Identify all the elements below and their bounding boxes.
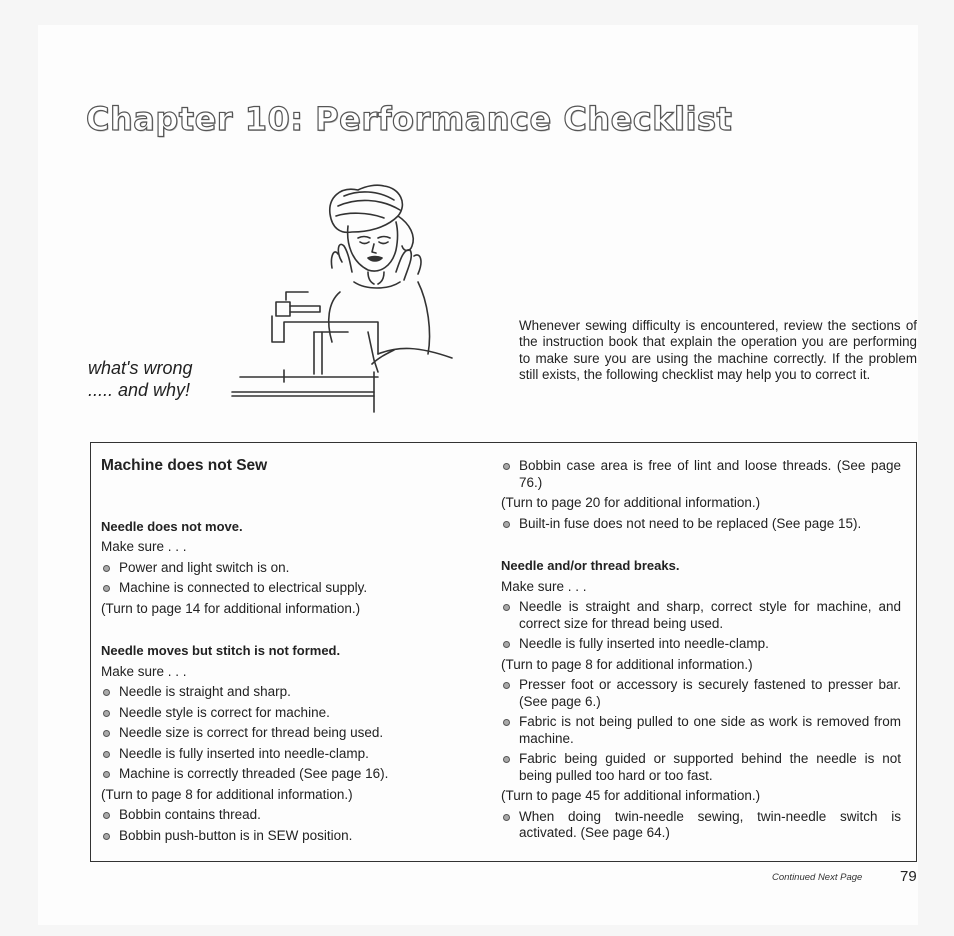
- list-item: Fabric being guided or supported behind the needle is not being pulled too hard or too fast.: [501, 751, 901, 784]
- list-item: Needle is straight and sharp, correct style for machine, and correct size for thread being used.: [501, 599, 901, 632]
- list-item: Bobbin contains thread.: [101, 807, 481, 824]
- list-item: Power and light switch is on.: [101, 560, 481, 577]
- list-item: Needle is fully inserted into needle-clamp.: [101, 746, 481, 763]
- bullet-icon: [503, 814, 510, 821]
- bullet-icon: [103, 730, 110, 737]
- list-item: Needle is fully inserted into needle-clamp.: [501, 636, 901, 653]
- subsection-title: Needle moves but stitch is not formed.: [101, 643, 341, 658]
- bullet-icon: [503, 719, 510, 726]
- subsection-title: Needle and/or thread breaks.: [501, 558, 680, 573]
- illustration-caption: [88, 357, 192, 401]
- reference-note: (Turn to page 20 for additional information.): [501, 495, 761, 510]
- bullet-icon: [503, 604, 510, 611]
- bullet-icon: [503, 463, 510, 470]
- make-sure-text: Make sure . . .: [501, 578, 587, 594]
- bullet-icon: [103, 771, 110, 778]
- bullet-icon: [503, 641, 510, 648]
- bullet-icon: [103, 565, 110, 572]
- list-item: Built-in fuse does not need to be replaced (See page 15).: [501, 516, 901, 533]
- bullet-icon: [503, 682, 510, 689]
- woman-at-sewing-machine-illustration: [228, 182, 464, 414]
- list-item: Bobbin case area is free of lint and loose threads. (See page 76.): [501, 458, 901, 491]
- list-item: Fabric is not being pulled to one side as work is removed from machine.: [501, 714, 901, 747]
- chapter-title: Chapter 10: Performance Checklist: [86, 100, 733, 138]
- intro-paragraph: Whenever sewing difficulty is encountered, review the sections of the instruction book that explain the operation you are performing to make sure you are using the machine correctly. If the problem still exists, the following checklist may help you to correct it.: [519, 318, 917, 382]
- bullet-icon: [103, 751, 110, 758]
- section-heading: Machine does not Sew: [101, 457, 268, 474]
- bullet-icon: [503, 756, 510, 763]
- caption-line-1: what's wrong: [88, 358, 193, 378]
- make-sure-text: Make sure . . .: [101, 663, 187, 679]
- list-item: Needle style is correct for machine.: [101, 705, 481, 722]
- list-item: Presser foot or accessory is securely fastened to presser bar. (See page 6.): [501, 677, 901, 710]
- list-item: When doing twin-needle sewing, twin-needle switch is activated. (See page 64.): [501, 809, 901, 842]
- list-item: Machine is correctly threaded (See page 16).: [101, 766, 481, 783]
- page-number: 79: [900, 868, 917, 885]
- reference-note: (Turn to page 45 for additional information.): [501, 788, 761, 803]
- bullet-icon: [503, 521, 510, 528]
- list-item: Needle size is correct for thread being used.: [101, 725, 481, 742]
- checklist-left-column: [101, 458, 481, 844]
- reference-note: (Turn to page 8 for additional information.): [501, 656, 753, 672]
- checklist-right-column: [501, 458, 901, 842]
- bullet-icon: [103, 812, 110, 819]
- reference-note: (Turn to page 14 for additional information.): [101, 600, 361, 616]
- reference-note: (Turn to page 8 for additional information.): [101, 786, 353, 802]
- bullet-icon: [103, 689, 110, 696]
- list-item: Bobbin push-button is in SEW position.: [101, 828, 481, 845]
- list-item: Machine is connected to electrical supply.: [101, 580, 481, 597]
- bullet-icon: [103, 710, 110, 717]
- subsection-title: Needle does not move.: [101, 518, 243, 534]
- make-sure-text: Make sure . . .: [101, 539, 187, 554]
- list-item: Needle is straight and sharp.: [101, 684, 481, 701]
- caption-line-2: ..... and why!: [88, 380, 191, 400]
- continued-next-page-note: Continued Next Page: [772, 872, 863, 883]
- bullet-icon: [103, 585, 110, 592]
- bullet-icon: [103, 833, 110, 840]
